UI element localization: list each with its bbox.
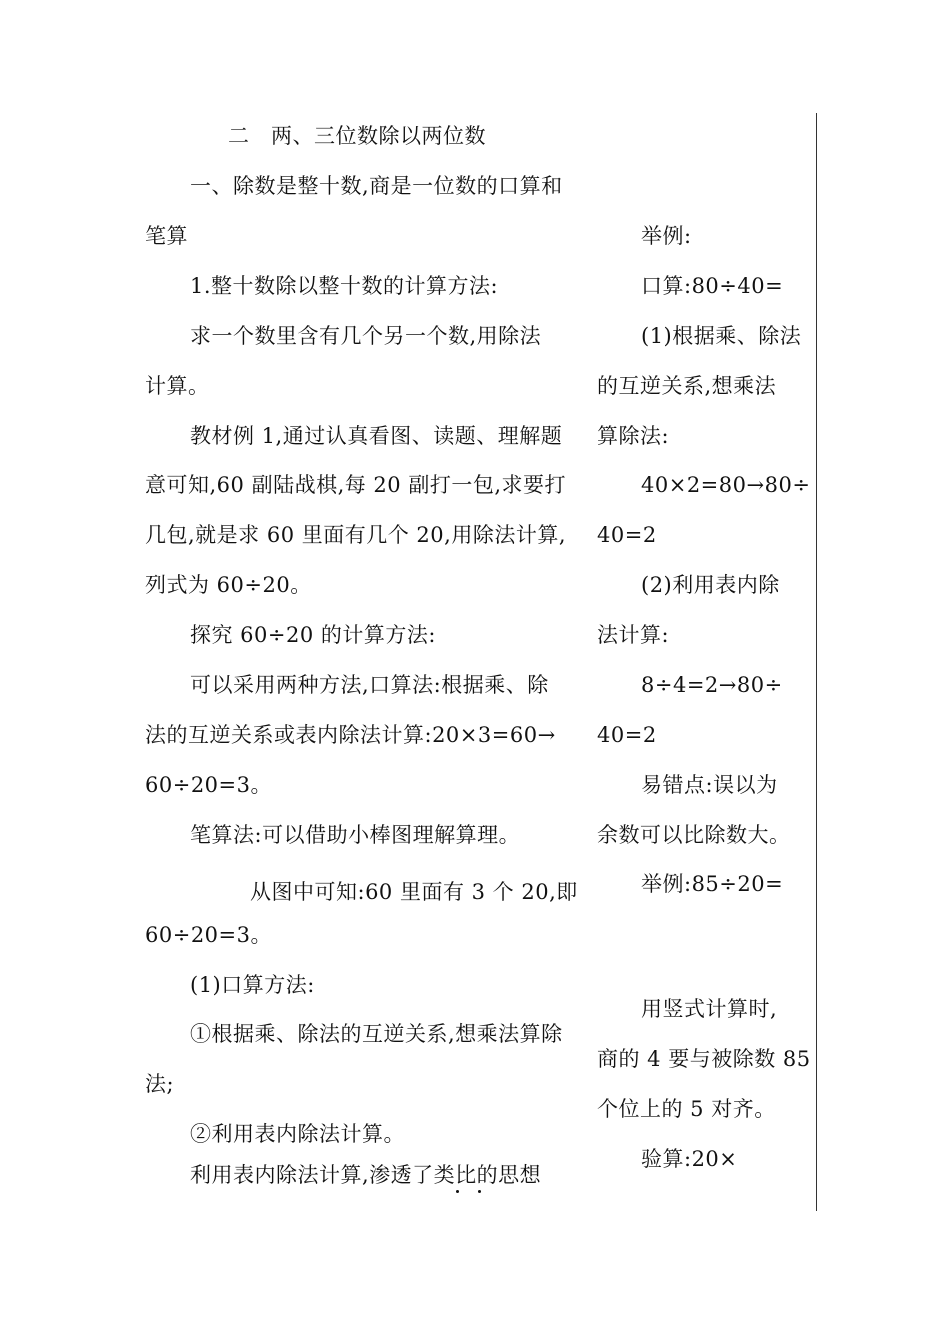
main-line: 计算。 bbox=[145, 374, 210, 398]
main-line: ②利用表内除法计算。 bbox=[190, 1122, 405, 1146]
side-line: 法计算: bbox=[597, 623, 670, 647]
side-line: 8÷4=2→80÷ bbox=[641, 673, 783, 697]
side-line: 易错点:误以为 bbox=[641, 773, 778, 797]
emphasis-dot bbox=[478, 1190, 481, 1193]
main-line: 法; bbox=[145, 1072, 175, 1096]
side-line: 的互逆关系,想乘法 bbox=[597, 374, 777, 398]
side-line: (1)根据乘、除法 bbox=[641, 324, 802, 348]
main-line: 列式为 60÷20。 bbox=[145, 573, 312, 597]
main-line: 可以采用两种方法,口算法:根据乘、除 bbox=[190, 673, 549, 697]
main-line: 从图中可知:60 里面有 3 个 20,即 bbox=[250, 880, 578, 904]
column-divider bbox=[816, 113, 817, 1211]
side-line: 口算:80÷40= bbox=[641, 274, 784, 298]
side-line: 个位上的 5 对齐。 bbox=[597, 1097, 776, 1121]
emphasis-dot bbox=[456, 1190, 459, 1193]
side-line: 商的 4 要与被除数 85 bbox=[597, 1047, 811, 1071]
side-line: 举例:85÷20= bbox=[641, 872, 784, 896]
main-line: 法的互逆关系或表内除法计算:20×3=60→ bbox=[145, 723, 556, 747]
section-title: 二 两、三位数除以两位数 bbox=[228, 124, 486, 148]
main-line: (1)口算方法: bbox=[190, 973, 315, 997]
main-line: 探究 60÷20 的计算方法: bbox=[190, 623, 436, 647]
main-line: 笔算法:可以借助小棒图理解算理。 bbox=[190, 823, 521, 847]
main-line: 几包,就是求 60 里面有几个 20,用除法计算, bbox=[145, 523, 566, 547]
side-line: 用竖式计算时, bbox=[641, 997, 778, 1021]
main-line: 教材例 1,通过认真看图、读题、理解题 bbox=[190, 424, 563, 448]
side-line: 算除法: bbox=[597, 424, 670, 448]
main-line: 笔算 bbox=[145, 224, 188, 248]
side-line: (2)利用表内除 bbox=[641, 573, 780, 597]
side-line: 验算:20× bbox=[641, 1147, 738, 1171]
side-line: 余数可以比除数大。 bbox=[597, 823, 791, 847]
side-line: 举例: bbox=[641, 224, 692, 248]
side-line: 40=2 bbox=[597, 523, 657, 547]
side-line: 40×2=80→80÷ bbox=[641, 473, 811, 497]
main-line: 1.整十数除以整十数的计算方法: bbox=[190, 274, 499, 298]
side-line: 40=2 bbox=[597, 723, 657, 747]
main-line: 60÷20=3。 bbox=[145, 773, 272, 797]
main-line: 求一个数里含有几个另一个数,用除法 bbox=[190, 324, 542, 348]
main-line: 利用表内除法计算,渗透了类比的思想 bbox=[190, 1163, 542, 1187]
main-line: 意可知,60 副陆战棋,每 20 副打一包,求要打 bbox=[145, 473, 566, 497]
main-line: 一、除数是整十数,商是一位数的口算和 bbox=[190, 174, 563, 198]
main-line: ①根据乘、除法的互逆关系,想乘法算除 bbox=[190, 1022, 563, 1046]
main-line: 60÷20=3。 bbox=[145, 923, 272, 947]
